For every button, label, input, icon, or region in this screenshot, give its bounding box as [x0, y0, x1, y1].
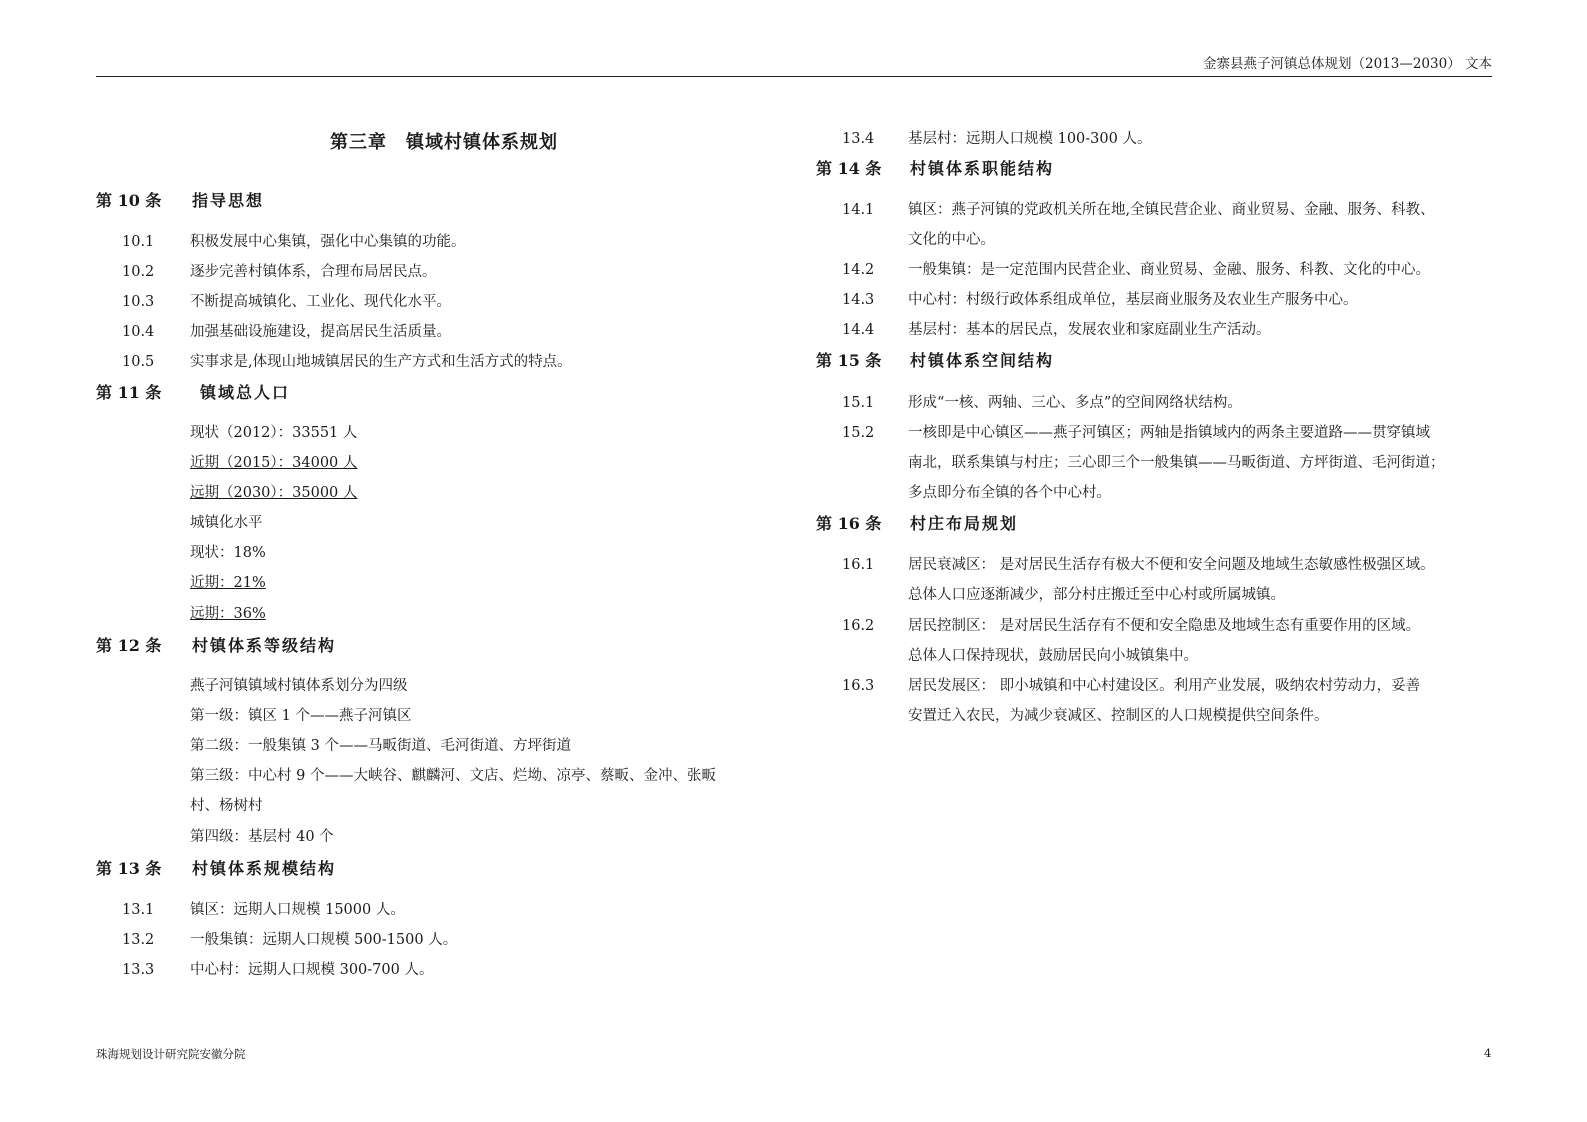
- clause-number: 13.3: [122, 962, 155, 978]
- clause-text: 中心村：远期人口规模 300-700 人。: [190, 962, 434, 978]
- clause-text: 多点即分布全镇的各个中心村。: [908, 485, 1111, 501]
- article-12-title: 村镇体系等级结构: [192, 636, 337, 655]
- clause-number: 10.4: [122, 324, 155, 340]
- article-12-number: 第 12 条: [96, 636, 162, 655]
- article-14-number: 第 14 条: [816, 159, 882, 178]
- clause-text: 加强基础设施建设，提高居民生活质量。: [190, 324, 451, 340]
- clause-number: 10.3: [122, 294, 155, 310]
- hierarchy-line: 第一级：镇区 1 个——燕子河镇区: [190, 708, 412, 724]
- article-10-title: 指导思想: [192, 191, 265, 210]
- article-10-number: 第 10 条: [96, 191, 162, 210]
- clause-number: 16.2: [842, 618, 875, 634]
- article-14-title: 村镇体系职能结构: [910, 159, 1055, 178]
- clause-number: 14.2: [842, 262, 875, 278]
- clause-text: 不断提高城镇化、工业化、现代化水平。: [190, 294, 451, 310]
- clause-text: 形成“一核、两轴、三心、多点”的空间网络状结构。: [908, 395, 1242, 411]
- clause-text: 一般集镇：远期人口规模 500-1500 人。: [190, 932, 458, 948]
- article-11-title: 镇域总人口: [200, 383, 291, 402]
- clause-number: 14.1: [842, 202, 875, 218]
- clause-text: 镇区：远期人口规模 15000 人。: [190, 902, 405, 918]
- clause-text: 居民衰减区： 是对居民生活存有极大不便和安全问题及地域生态敏感性极强区域。: [908, 557, 1435, 573]
- clause-number: 13.1: [122, 902, 155, 918]
- population-line: 远期（2030）：35000 人: [190, 485, 358, 501]
- clause-text: 一般集镇：是一定范围内民营企业、商业贸易、金融、服务、科教、文化的中心。: [908, 262, 1430, 278]
- clause-text: 积极发展中心集镇，强化中心集镇的功能。: [190, 234, 466, 250]
- clause-number: 13.2: [122, 932, 155, 948]
- header-rule: [96, 76, 1492, 77]
- hierarchy-line: 第三级：中心村 9 个——大峡谷、麒麟河、文店、烂坳、凉亭、蔡畈、金冲、张畈: [190, 768, 716, 784]
- chapter-title: 第三章 镇域村镇体系规划: [330, 132, 558, 153]
- clause-number: 16.3: [842, 678, 875, 694]
- clause-text: 居民控制区： 是对居民生活存有不便和安全隐患及地域生态有重要作用的区域。: [908, 618, 1421, 634]
- article-13-number: 第 13 条: [96, 859, 162, 878]
- clause-text: 南北，联系集镇与村庄；三心即三个一般集镇——马畈街道、方坪街道、毛河街道；: [908, 455, 1445, 471]
- hierarchy-line: 燕子河镇镇域村镇体系划分为四级: [190, 678, 408, 694]
- article-16-title: 村庄布局规划: [910, 514, 1019, 533]
- hierarchy-line: 第四级：基层村 40 个: [190, 829, 334, 845]
- footer-organization: 珠海规划设计研究院安徽分院: [96, 1047, 246, 1061]
- clause-number: 14.3: [842, 292, 875, 308]
- clause-text: 居民发展区： 即小城镇和中心村建设区。利用产业发展，吸纳农村劳动力，妥善: [908, 678, 1421, 694]
- clause-number: 10.5: [122, 354, 155, 370]
- clause-text: 一核即是中心镇区——燕子河镇区；两轴是指镇域内的两条主要道路——贯穿镇域: [908, 425, 1430, 441]
- article-16-number: 第 16 条: [816, 514, 882, 533]
- hierarchy-line: 村、杨树村: [190, 798, 263, 814]
- clause-text: 中心村：村级行政体系组成单位，基层商业服务及农业生产服务中心。: [908, 292, 1358, 308]
- article-15-title: 村镇体系空间结构: [910, 351, 1055, 370]
- clause-text: 实事求是,体现山地城镇居民的生产方式和生活方式的特点。: [190, 354, 572, 370]
- clause-text: 总体人口应逐渐减少，部分村庄搬迁至中心村或所属城镇。: [908, 587, 1285, 603]
- clause-text: 镇区：燕子河镇的党政机关所在地,全镇民营企业、商业贸易、金融、服务、科教、: [908, 202, 1435, 218]
- clause-number: 16.1: [842, 557, 875, 573]
- clause-text: 基层村：基本的居民点，发展农业和家庭副业生产活动。: [908, 322, 1271, 338]
- population-line: 城镇化水平: [190, 515, 263, 531]
- hierarchy-line: 第二级：一般集镇 3 个——马畈街道、毛河街道、方坪街道: [190, 738, 571, 754]
- population-line: 现状：18%: [190, 545, 266, 561]
- clause-number: 10.2: [122, 264, 155, 280]
- population-line: 近期（2015）：34000 人: [190, 455, 358, 471]
- clause-number: 15.2: [842, 425, 875, 441]
- clause-number: 14.4: [842, 322, 875, 338]
- population-line: 现状（2012）：33551 人: [190, 425, 358, 441]
- population-line: 近期：21%: [190, 575, 266, 591]
- page-header: 金寨县燕子河镇总体规划（2013—2030） 文本: [1202, 56, 1492, 72]
- clause-text: 安置迁入农民，为减少衰减区、控制区的人口规模提供空间条件。: [908, 708, 1329, 724]
- clause-number: 15.1: [842, 395, 875, 411]
- clause-number: 13.4: [842, 131, 875, 147]
- clause-text: 文化的中心。: [908, 232, 995, 248]
- clause-text: 基层村：远期人口规模 100-300 人。: [908, 131, 1152, 147]
- article-11-number: 第 11 条: [96, 383, 162, 402]
- population-line: 远期：36%: [190, 606, 266, 622]
- page-number: 4: [1484, 1046, 1492, 1060]
- clause-text: 总体人口保持现状，鼓励居民向小城镇集中。: [908, 648, 1198, 664]
- article-13-title: 村镇体系规模结构: [192, 859, 337, 878]
- clause-number: 10.1: [122, 234, 155, 250]
- clause-text: 逐步完善村镇体系，合理布局居民点。: [190, 264, 437, 280]
- article-15-number: 第 15 条: [816, 351, 882, 370]
